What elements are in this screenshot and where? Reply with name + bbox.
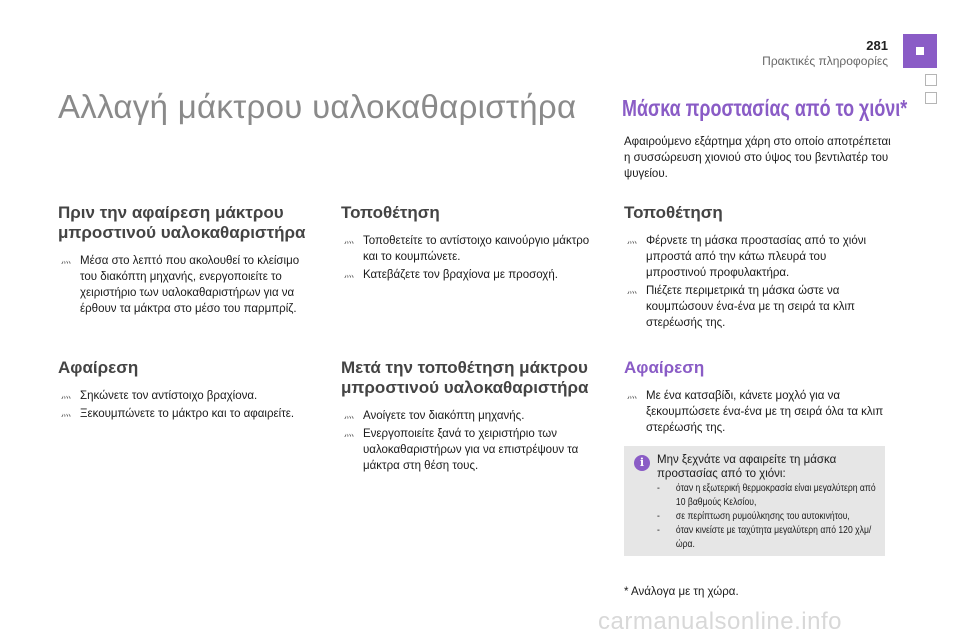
dash-marker: - (657, 483, 660, 494)
main-title: Αλλαγή μάκτρου υαλοκαθαριστήρα (58, 88, 577, 125)
bullet-icon: ⺣ (627, 390, 637, 401)
list-item (657, 524, 876, 552)
list-item-text: Ανοίγετε τον διακόπτη μηχανής. (363, 410, 525, 422)
bullet-list (624, 388, 889, 436)
removal-section (58, 358, 323, 424)
list-item (624, 388, 889, 436)
list-item (624, 283, 889, 331)
section-tab[interactable] (925, 74, 937, 86)
snow-mask-intro: Αφαιρούμενο εξάρτημα χάρη στο οποίο αποτρέπεται η συσσώρευση χιονιού στο ύψος του βεντιλατέρ του ψυγείου. (624, 136, 891, 180)
bullet-icon: ⺣ (627, 235, 637, 246)
section-tab[interactable] (925, 92, 937, 104)
bullet-list (624, 233, 889, 331)
snow-mask-title: Μάσκα προστασίας από το χιόνι* (622, 95, 908, 121)
dash-marker: - (657, 525, 660, 536)
list-item-text: Κατεβάζετε τον βραχίονα με προσοχή. (363, 269, 558, 281)
list-item (58, 406, 323, 422)
after-installation-section (341, 358, 601, 476)
list-item-text: Μέσα στο λεπτό που ακολουθεί το κλείσιμο του διακόπτη μηχανής, ενεργοποιείτε το χειριστήριο των υαλοκαθαριστήρων για να έρθουν τα μάκτρα στο μέσο του παρμπρίζ. (80, 255, 300, 315)
dash-marker: - (657, 511, 660, 522)
bullet-icon: ⺣ (61, 255, 71, 266)
section-heading: Πριν την αφαίρεση μάκτρου μπροστινού υαλοκαθαριστήρα (58, 203, 306, 242)
bullet-list (341, 408, 601, 474)
bullet-list (58, 253, 318, 317)
list-item (341, 233, 596, 265)
section-label: Πρακτικές πληροφορίες (762, 54, 888, 68)
info-icon: i (634, 455, 650, 471)
bullet-icon: ⺣ (627, 285, 637, 296)
list-item (58, 253, 318, 317)
section-heading: Τοποθέτηση (341, 203, 440, 222)
list-item-text: σε περίπτωση ρυμούλκησης του αυτοκινήτου, (675, 511, 850, 522)
list-item (341, 267, 596, 283)
snow-removal-section (624, 358, 889, 438)
before-removal-section (58, 203, 318, 319)
list-item (624, 233, 889, 281)
list-item-text: Πιέζετε περιμετρικά τη μάσκα ώστε να κουμπώσουν ένα-ένα με τη σειρά τα κλιπ στερέωσής της. (646, 285, 855, 329)
page-number: 281 (866, 38, 888, 53)
list-item (341, 408, 601, 424)
info-list (657, 482, 877, 552)
bullet-icon: ⺣ (344, 410, 354, 421)
info-lead: Μην ξεχνάτε να αφαιρείτε τη μάσκα προστασίας από το χιόνι: (657, 454, 837, 480)
section-heading: Τοποθέτηση (624, 203, 723, 222)
list-item-text: όταν κινείστε με ταχύτητα μεγαλύτερη από 120 χλμ/ώρα. (675, 525, 872, 550)
bullet-icon: ⺣ (344, 428, 354, 439)
list-item-text: Ενεργοποιείτε ξανά το χειριστήριο των υαλοκαθαριστήρων για να επιστρέψουν τα μάκτρα στη θέση τους. (363, 428, 579, 472)
bullet-icon: ⺣ (61, 408, 71, 419)
section-tab-active[interactable] (903, 34, 937, 68)
list-item (58, 388, 323, 404)
section-heading: Αφαίρεση (58, 358, 139, 377)
list-item-text: Τοποθετείτε το αντίστοιχο καινούργιο μάκτρο και το κουμπώνετε. (363, 235, 590, 263)
section-heading: Μετά την τοποθέτηση μάκτρου μπροστινού υαλοκαθαριστήρα (341, 358, 589, 397)
list-item-text: Με ένα κατσαβίδι, κάνετε μοχλό για να ξεκουμπώσετε ένα-ένα με τη σειρά όλα τα κλιπ στερέωσής της. (646, 390, 884, 434)
watermark: carmanualsonline.info (598, 608, 842, 635)
section-heading: Αφαίρεση (624, 358, 705, 377)
info-box (624, 446, 885, 556)
bullet-list (58, 388, 323, 422)
list-item-text: Ξεκουμπώνετε το μάκτρο και το αφαιρείτε. (80, 408, 295, 420)
bullet-icon: ⺣ (344, 235, 354, 246)
list-item (657, 510, 876, 524)
list-item-text: Φέρνετε τη μάσκα προστασίας από το χιόνι μπροστά από την κάτω πλευρά του μπροστινού προφυλακτήρα. (646, 235, 867, 279)
bullet-list (341, 233, 596, 283)
list-item-text: όταν η εξωτερική θερμοκρασία είναι μεγαλύτερη από 10 βαθμούς Κελσίου, (675, 483, 876, 508)
installation-section (341, 203, 596, 285)
list-item (657, 482, 876, 510)
list-item (341, 426, 601, 474)
list-item-text: Σηκώνετε τον αντίστοιχο βραχίονα. (80, 390, 258, 402)
bullet-icon: ⺣ (344, 269, 354, 280)
footnote: * Ανάλογα με τη χώρα. (624, 586, 739, 598)
snow-installation-section (624, 203, 889, 333)
tab-marker (916, 47, 924, 55)
bullet-icon: ⺣ (61, 390, 71, 401)
